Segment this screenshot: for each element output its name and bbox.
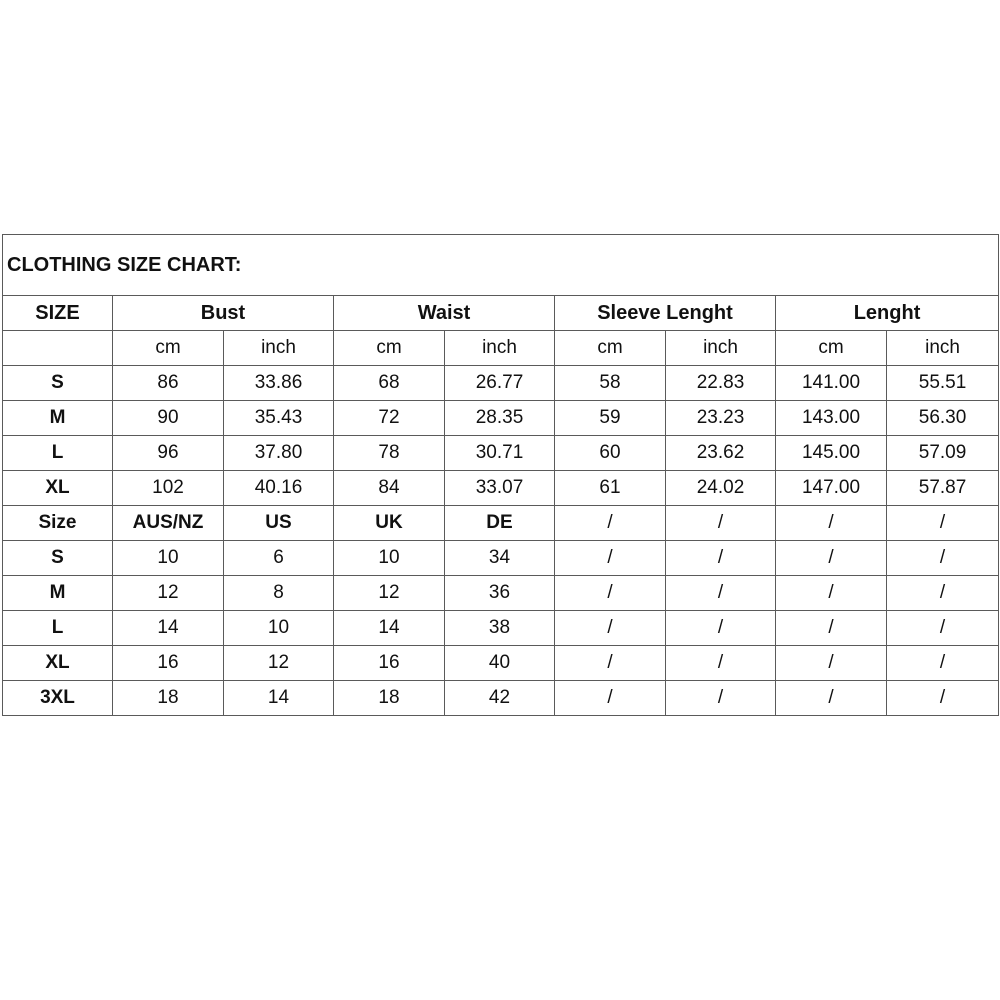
value-cell: /	[555, 681, 666, 716]
value-cell: 34	[445, 541, 555, 576]
measurement-row	[3, 436, 999, 471]
title-row	[3, 235, 999, 296]
value-cell: 40.16	[224, 471, 334, 506]
conversion-header-cell: /	[887, 506, 999, 541]
unit-cell: cm	[334, 331, 445, 366]
unit-cell: inch	[445, 331, 555, 366]
conversion-row	[3, 646, 999, 681]
value-cell: 68	[334, 366, 445, 401]
measurement-row	[3, 401, 999, 436]
value-cell: /	[555, 576, 666, 611]
conversion-header-row	[3, 506, 999, 541]
measurement-row	[3, 471, 999, 506]
value-cell: 78	[334, 436, 445, 471]
value-cell: 33.07	[445, 471, 555, 506]
value-cell: 145.00	[776, 436, 887, 471]
value-cell: /	[666, 681, 776, 716]
unit-cell: inch	[887, 331, 999, 366]
value-cell: /	[776, 541, 887, 576]
value-cell: 56.30	[887, 401, 999, 436]
value-cell: 28.35	[445, 401, 555, 436]
size-label-cell: XL	[3, 646, 113, 681]
value-cell: 22.83	[666, 366, 776, 401]
value-cell: 10	[113, 541, 224, 576]
value-cell: 84	[334, 471, 445, 506]
waist-header: Waist	[334, 296, 555, 331]
conversion-row	[3, 541, 999, 576]
value-cell: 14	[224, 681, 334, 716]
unit-cell: cm	[113, 331, 224, 366]
value-cell: 26.77	[445, 366, 555, 401]
unit-cell: cm	[555, 331, 666, 366]
value-cell: 147.00	[776, 471, 887, 506]
size-column-header: SIZE	[3, 296, 113, 331]
conversion-header-cell: US	[224, 506, 334, 541]
value-cell: 30.71	[445, 436, 555, 471]
unit-cell: inch	[666, 331, 776, 366]
unit-cell-empty	[3, 331, 113, 366]
value-cell: 6	[224, 541, 334, 576]
size-label-cell: S	[3, 541, 113, 576]
size-label-cell: Size	[3, 506, 113, 541]
value-cell: /	[666, 541, 776, 576]
value-cell: 96	[113, 436, 224, 471]
value-cell: 36	[445, 576, 555, 611]
sleeve-length-header: Sleeve Lenght	[555, 296, 776, 331]
value-cell: 40	[445, 646, 555, 681]
value-cell: 57.87	[887, 471, 999, 506]
size-label-cell: L	[3, 611, 113, 646]
size-label-cell: 3XL	[3, 681, 113, 716]
size-label-cell: XL	[3, 471, 113, 506]
value-cell: 38	[445, 611, 555, 646]
value-cell: /	[776, 611, 887, 646]
value-cell: 18	[334, 681, 445, 716]
value-cell: 86	[113, 366, 224, 401]
value-cell: /	[666, 611, 776, 646]
chart-title: CLOTHING SIZE CHART:	[3, 235, 999, 296]
unit-cell: cm	[776, 331, 887, 366]
bust-header: Bust	[113, 296, 334, 331]
size-label-cell: M	[3, 576, 113, 611]
value-cell: /	[666, 646, 776, 681]
value-cell: 10	[224, 611, 334, 646]
value-cell: 12	[113, 576, 224, 611]
unit-cell: inch	[224, 331, 334, 366]
value-cell: 10	[334, 541, 445, 576]
value-cell: 24.02	[666, 471, 776, 506]
value-cell: 58	[555, 366, 666, 401]
value-cell: 12	[224, 646, 334, 681]
conversion-header-cell: /	[555, 506, 666, 541]
conversion-header-cell: /	[776, 506, 887, 541]
conversion-header-cell: UK	[334, 506, 445, 541]
value-cell: 141.00	[776, 366, 887, 401]
value-cell: /	[887, 576, 999, 611]
value-cell: 12	[334, 576, 445, 611]
conversion-header-cell: DE	[445, 506, 555, 541]
conversion-header-cell: /	[666, 506, 776, 541]
value-cell: 57.09	[887, 436, 999, 471]
value-cell: /	[555, 646, 666, 681]
value-cell: 33.86	[224, 366, 334, 401]
unit-row	[3, 331, 999, 366]
value-cell: /	[666, 576, 776, 611]
value-cell: 37.80	[224, 436, 334, 471]
value-cell: 8	[224, 576, 334, 611]
value-cell: 23.23	[666, 401, 776, 436]
value-cell: 90	[113, 401, 224, 436]
length-header: Lenght	[776, 296, 999, 331]
value-cell: 143.00	[776, 401, 887, 436]
measurement-row	[3, 366, 999, 401]
value-cell: 16	[334, 646, 445, 681]
size-chart-table	[2, 234, 999, 716]
value-cell: /	[887, 646, 999, 681]
header-row	[3, 296, 999, 331]
value-cell: 55.51	[887, 366, 999, 401]
size-label-cell: L	[3, 436, 113, 471]
value-cell: 23.62	[666, 436, 776, 471]
value-cell: 42	[445, 681, 555, 716]
size-label-cell: S	[3, 366, 113, 401]
value-cell: 35.43	[224, 401, 334, 436]
value-cell: /	[776, 646, 887, 681]
value-cell: 18	[113, 681, 224, 716]
conversion-header-cell: AUS/NZ	[113, 506, 224, 541]
value-cell: /	[776, 681, 887, 716]
value-cell: 72	[334, 401, 445, 436]
value-cell: /	[555, 611, 666, 646]
conversion-row	[3, 611, 999, 646]
conversion-row	[3, 681, 999, 716]
value-cell: 60	[555, 436, 666, 471]
value-cell: 16	[113, 646, 224, 681]
value-cell: 14	[334, 611, 445, 646]
size-label-cell: M	[3, 401, 113, 436]
value-cell: /	[887, 611, 999, 646]
value-cell: 102	[113, 471, 224, 506]
value-cell: /	[887, 681, 999, 716]
value-cell: 14	[113, 611, 224, 646]
value-cell: /	[776, 576, 887, 611]
conversion-row	[3, 576, 999, 611]
value-cell: /	[887, 541, 999, 576]
value-cell: 61	[555, 471, 666, 506]
value-cell: /	[555, 541, 666, 576]
value-cell: 59	[555, 401, 666, 436]
